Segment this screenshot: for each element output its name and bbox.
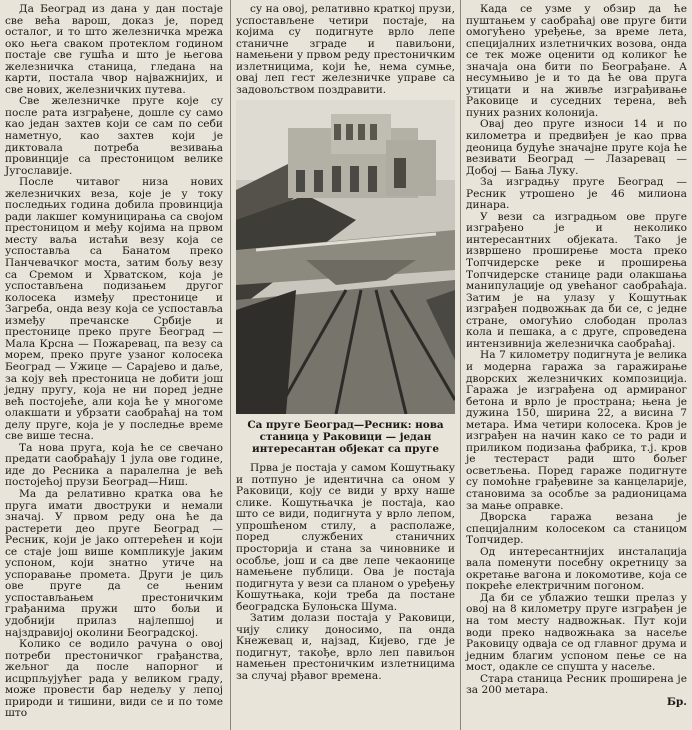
column-rule (460, 0, 461, 730)
paragraph: После читавог низа нових железничких веза, које је у току последњих година добила провинција ради лакшег комуницирања са својом престоницом и међу којима на првом месту ваља истаћи везу која се успоставља са Банатом преко Панчевачког моста, затим бољу везу са Сремом и Хрватском, која је успостављена подизањем другог колосека између престонице и Загреба, онда везу која се успоставља између пречанске Србије и престонице преко пруге Београд — Мала Крсна — Пожаревац, па везу са морем, преко пруге узаног колосека Београд — Ужице — Сарајево и даље, за коју већ престоница не добити још једну пругу, која не ни поред једне већ постојеће, али која ће у многоме олакшати и убрзати саобраћај на том делу пруге, која је у последње време све више тесна. (5, 176, 223, 443)
paragraph: Стара станица Ресник проширена је за 200 метара. (466, 672, 687, 697)
paragraph: На 7 километру подигнута је велика и модерна гаража за гаражирање дворских железничких композиција. Гаража је изграђена од армираног бетона и врло је пространа; њена је дужина 150, ширина 22, а висина 7 метара. Има четири колосека. Кров је изграђен на начин како се то ради и приликом подизања фабрика, т.ј. кров је тестераст ради што бољег осветљења. Поред гараже подигнуте су помоћне грађевине за канцеларије, становима за особље за радионицама за мање оправке. (466, 349, 687, 512)
paragraph: Колико се водило рачуна о овој потреби престоничког грађанства, жељног да после напорног и исцрпљујућег рада у великом граду, може провести бар недељу у лепој природи и тишини, види се и по томе што (5, 638, 223, 720)
paragraph: У вези са изградњом ове пруге изграђено је и неколико интересантних објеката. Тако је извршено проширење моста преко Топчидерске реке и проширења Топчидерске станице ради олакшања манипулације од увећаног саобраћаја. Затим је на улазу у Кошутњак изграђен подвожњак да би се, с једне стране, омогућио слободан пролаз кола и пешака, а с друге, спроведена интензивнија железничка саобраћај. (466, 210, 687, 350)
paragraph: Да би се ублажио тешки прелаз у овој на 8 километру пруге изграђен је на том месту надвожњак. Пут који води преко надвожњака за насеље Раковицу одваја се од главног друма и једним благим успоном пење се на мост, одакле се спушта у насеље. (466, 591, 687, 674)
paragraph: Затим долази постаја у Раковици, чију слику доносимо, па онда Кнежевац и, најзад, Кијево, где је подигнут, такође, врло леп павиљон намењен престоничким излетницима за случај рђавог времена. (236, 612, 455, 682)
column-2-top-text (236, 4, 455, 96)
photo-caption: Са пруге Београд—Ресник: нова станица у Раковици — један интересантан објекат са пруге (247, 419, 444, 455)
column-2 (236, 4, 455, 683)
paragraph: Све железничке пруге које су после рата изграђене, дошле су само као један захтев који се сам по себи наметнуо, као захтев који је диктовала потреба везивања провинције са престоницом велике Југославије. (5, 95, 223, 177)
paragraph: Дворска гаража везана је специјалним колосеком са станицом Топчидер. (466, 511, 687, 547)
column-3-text (466, 4, 687, 697)
paragraph: Од интересантнијих инсталација вала поменути посебну окретницу за окретање вагона и локомотиве, која се покреће електричним погоном. (466, 545, 687, 593)
paragraph: Ма да релативно кратка ова ће пруга имати двоструки и немали значај. У првом реду она ће да растерети део пруге Београд — Ресник, који је јако оптерећен и који се стаје још више компликује јаким успоном, који знатно утиче на успоравање промета. Други је циљ ове пруге да се њеним успостављањем престоничким грађанима пружи што бољи и удобнији прилаз најлепшој и најздравијој околини Београдској. (5, 487, 223, 639)
column-rule (230, 0, 231, 730)
station-photo (236, 100, 455, 414)
author-signature: Бр. (666, 695, 687, 708)
paragraph: Прва је постаја у самом Кошутњаку и потпуно је идентична са оном у Раковици, коју се види у врху наше слике. Кошутњачка је постаја, као што се види, подигнута у врло лепом, упрошћеном стилу, а располаже, поред службених станичних просторија и стана за чиновнике и особље, још и са две лепе чекаонице намењене публици. Ова је постаја подигнута у вези са планом о уређењу Кошутњака, који треба да постане београдска Булоњска Шума. (236, 462, 455, 613)
paragraph: Овај део пруге износи 14 и по километра и предвиђен је као прва деоница будуће значајне пруге која ће везивати Београд — Лазаревац — Добој — Бања Луку. (466, 118, 687, 177)
paragraph: су на овој, релативно краткој прузи, успостављене четири постаје, на којима су подигнуте врло лепе станичне зграде и павиљони, намењени у првом реду престоничким излетницима, који ће, нема сумње, овај леп гест железничке управе са задовољством поздравити. (236, 3, 455, 96)
paragraph: Та нова пруга, која ће се свечано предати саобраћају 1 јула ове године, иде до Ресника а паралелна је већ постојећој прузи Београд—Ниш. (5, 441, 223, 489)
column-3 (466, 4, 687, 708)
paragraph: За изградњу пруге Београд — Ресник утрошено је 46 милиона динара. (466, 176, 687, 212)
paragraph: Када се узме у обзир да ће пуштањем у саобраћај ове пруге бити омогућено уређење, за време лета, специјалних излетничких возова, онда се тек може оценити од коликог ће значаја она бити по Београђане. А несумњиво је и то да ће ова пруга утицати и на живље изграђивање Раковице и суседних терена, већ пуних разних колонија. (466, 3, 687, 119)
paragraph: Да Београд из дана у дан постаје све већа варош, доказ је, поред осталог, и то што железничка мрежа око њега сваком протеклом годином постаје све гушћа и што је његова железничка станица, гледана на карти, постала чвор најважнијих, и све нових, железничких путева. (5, 3, 223, 96)
column-1 (5, 4, 223, 720)
column-2-bottom-text (236, 463, 455, 682)
